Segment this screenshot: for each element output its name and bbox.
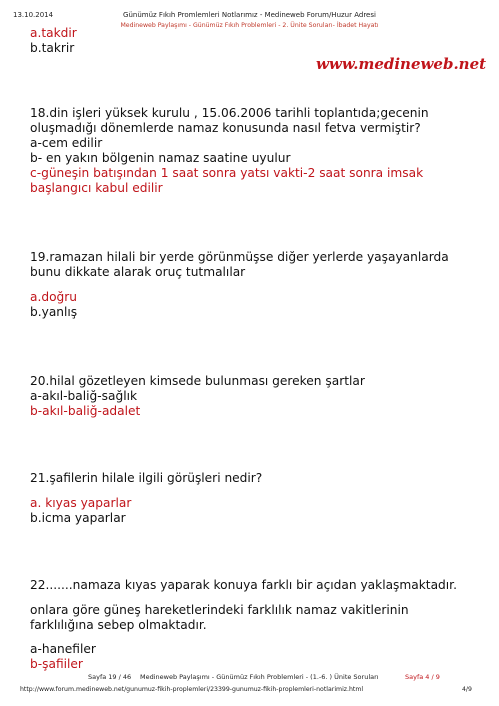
option-line: a-cem edilir: [30, 136, 103, 150]
site-watermark[interactable]: www.medineweb.net: [316, 55, 487, 73]
answer-line: a.takdir: [30, 26, 77, 40]
option-line: a-akıl-baliğ-sağlık: [30, 389, 138, 403]
option-line: b- en yakın bölgenin namaz saatine uyulur: [30, 151, 291, 165]
question-22-line: onlara göre güneş hareketlerindeki farklılık namaz vakitlerinin: [30, 603, 409, 617]
header-subtitle: Medineweb Paylaşımı - Günümüz Fıkıh Problemleri - 2. Ünite Soruları- İbadet Hayatı: [120, 22, 379, 29]
header-title: Günümüz Fıkıh Promlemleri Notlarımız - Medineweb Forum/Huzur Adresi: [123, 11, 376, 19]
question-20-line: 20.hilal gözetleyen kimsede bulunması gereken şartlar: [30, 374, 365, 388]
question-18-line: 18.din işleri yüksek kurulu , 15.06.2006 tarihli toplantıda;gecenin: [30, 106, 429, 120]
correct-option-line: a.doğru: [30, 290, 78, 304]
question-22-line: farklılığına sebep olmaktadır.: [30, 618, 207, 632]
correct-option-line: a. kıyas yaparlar: [30, 496, 132, 510]
option-line: a-hanefiler: [30, 642, 96, 656]
footer-center: Medineweb Paylaşımı - Günümüz Fıkıh Problemleri - (1.-6. ) Ünite Soruları: [140, 673, 379, 681]
footer-url[interactable]: http://www.forum.medineweb.net/gunumuz-fikih-proplemleri/23399-gunumuz-fikih-proplemleri-notlarimiz.html: [20, 686, 364, 693]
footer-page-left: Sayfa 19 / 46: [88, 673, 132, 681]
option-line: b.yanlış: [30, 305, 78, 319]
correct-option-line: c-güneşin batışından 1 saat sonra yatsı vakti-2 saat sonra imsak: [30, 166, 424, 180]
footer-page-number: 4/9: [462, 686, 472, 693]
correct-option-line: b-akıl-baliğ-adalet: [30, 404, 141, 418]
correct-option-line: b-şafiiler: [30, 657, 83, 671]
option-line: b.icma yaparlar: [30, 511, 126, 525]
question-19-line: 19.ramazan hilali bir yerde görünmüşse diğer yerlerde yaşayanlarda: [30, 250, 449, 264]
correct-option-line: başlangıcı kabul edilir: [30, 181, 163, 195]
question-19-line: bunu dikkate alarak oruç tutmalılar: [30, 265, 246, 279]
question-22-line: 22.......namaza kıyas yaparak konuya farklı bir açıdan yaklaşmaktadır.: [30, 578, 457, 592]
answer-line: b.takrir: [30, 41, 75, 55]
question-21-line: 21.şafilerin hilale ilgili görüşleri nedir?: [30, 471, 263, 485]
header-date: 13.10.2014: [13, 11, 54, 19]
question-18-line: oluşmadığı dönemlerde namaz konusunda nasıl fetva vermiştir?: [30, 121, 421, 135]
footer-page-right: Sayfa 4 / 9: [405, 673, 440, 681]
